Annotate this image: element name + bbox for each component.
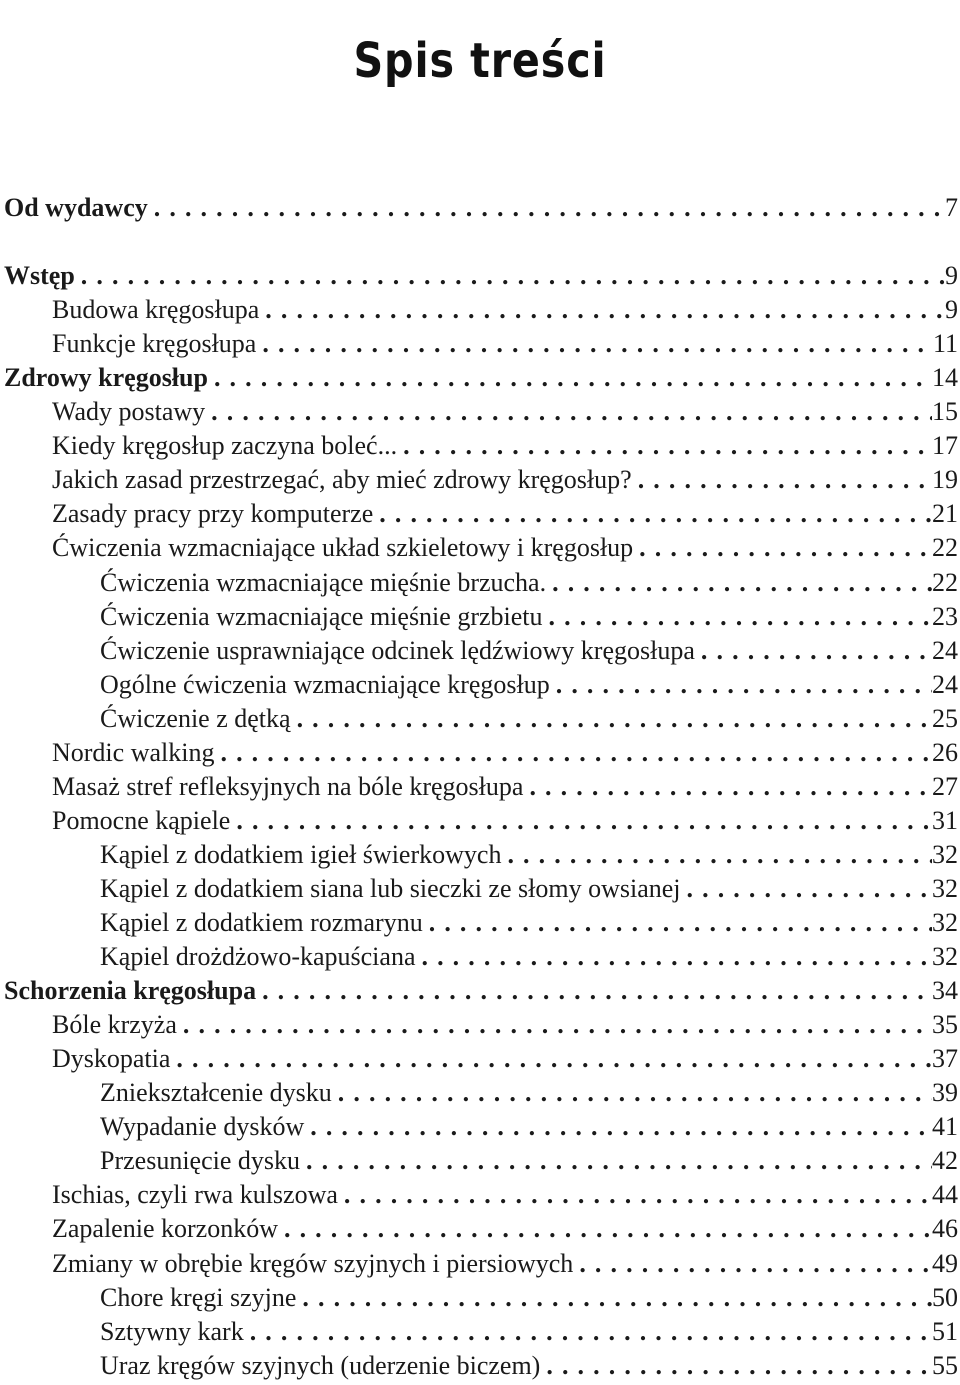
toc-entry[interactable] bbox=[0, 1349, 960, 1383]
toc-page-number: 14 bbox=[932, 363, 958, 393]
toc-entry-title: Jakich zasad przestrzegać, aby mieć zdrowy kręgosłup? bbox=[52, 465, 632, 495]
toc-entry[interactable] bbox=[0, 1247, 960, 1281]
toc-page-number: 46 bbox=[932, 1214, 958, 1244]
dot-leader bbox=[75, 259, 945, 293]
toc-entry-title: Kąpiel z dodatkiem siana lub sieczki ze słomy owsianej bbox=[100, 873, 681, 903]
toc-page-number: 15 bbox=[932, 397, 958, 427]
toc-entry[interactable] bbox=[0, 770, 960, 804]
dot-leader bbox=[291, 702, 932, 736]
toc-entry-title: Ćwiczenie z dętką bbox=[100, 703, 291, 733]
toc-entry[interactable] bbox=[0, 497, 960, 531]
dot-leader bbox=[296, 1281, 932, 1315]
toc-page-number: 49 bbox=[932, 1248, 958, 1278]
dot-leader bbox=[332, 1076, 932, 1110]
toc-page-number: 55 bbox=[932, 1350, 958, 1380]
toc-entry[interactable] bbox=[0, 1281, 960, 1315]
toc-entry[interactable] bbox=[0, 1144, 960, 1178]
toc-entry-title: Uraz kręgów szyjnych (uderzenie biczem) bbox=[100, 1350, 541, 1380]
dot-leader bbox=[230, 804, 932, 838]
toc-entry-title: Zapalenie korzonków bbox=[52, 1214, 278, 1244]
toc-entry[interactable] bbox=[0, 634, 960, 668]
toc-entry[interactable] bbox=[0, 1315, 960, 1349]
toc-entry-title: Bóle krzyża bbox=[52, 1010, 177, 1040]
dot-leader bbox=[415, 940, 932, 974]
toc-entry-title: Kąpiel drożdżowo-kapuściana bbox=[100, 942, 416, 972]
toc-page-number: 24 bbox=[932, 635, 958, 665]
toc-entry[interactable] bbox=[0, 940, 960, 974]
toc-page-number: 9 bbox=[945, 261, 958, 291]
dot-leader bbox=[300, 1144, 932, 1178]
toc-entry[interactable] bbox=[0, 259, 960, 293]
toc-page-number: 24 bbox=[932, 669, 958, 699]
dot-leader bbox=[397, 429, 932, 463]
dot-leader bbox=[208, 361, 932, 395]
toc-page-number: 32 bbox=[932, 839, 958, 869]
dot-leader bbox=[148, 191, 945, 225]
toc-entry-title: Wypadanie dysków bbox=[100, 1112, 305, 1142]
toc-entry-title: Zniekształcenie dysku bbox=[100, 1078, 332, 1108]
toc-entry[interactable] bbox=[0, 1076, 960, 1110]
toc-page-number: 17 bbox=[932, 431, 958, 461]
dot-leader bbox=[244, 1315, 932, 1349]
toc-entry[interactable] bbox=[0, 293, 960, 327]
toc-page-number: 9 bbox=[945, 295, 958, 325]
toc-entry-title: Kiedy kręgosłup zaczyna boleć... bbox=[52, 431, 398, 461]
toc-entry-title: Sztywny kark bbox=[100, 1316, 244, 1346]
toc-entry-title: Ogólne ćwiczenia wzmacniające kręgosłup bbox=[100, 669, 550, 699]
toc-page-number: 19 bbox=[932, 465, 958, 495]
toc-entry[interactable] bbox=[0, 974, 960, 1008]
toc-entry-title: Ćwiczenie usprawniające odcinek lędźwiowy kręgosłupa bbox=[100, 635, 695, 665]
toc-entry-title: Wady postawy bbox=[52, 397, 206, 427]
dot-leader bbox=[278, 1212, 932, 1246]
toc-entry-title: Ćwiczenia wzmacniające układ szkieletowy i kręgosłup bbox=[52, 533, 634, 563]
toc-entry-title: Przesunięcie dysku bbox=[100, 1146, 301, 1176]
toc-entry[interactable] bbox=[0, 531, 960, 565]
toc-entry[interactable] bbox=[0, 736, 960, 770]
toc-entry[interactable] bbox=[0, 1178, 960, 1212]
dot-leader bbox=[550, 668, 932, 702]
toc-entry[interactable] bbox=[0, 702, 960, 736]
toc-page-number: 41 bbox=[932, 1112, 958, 1142]
toc-page-number: 22 bbox=[932, 533, 958, 563]
toc-entry-title: Schorzenia kręgosłupa bbox=[4, 976, 257, 1006]
toc-page-number: 42 bbox=[932, 1146, 958, 1176]
toc-entry-title: Chore kręgi szyjne bbox=[100, 1282, 297, 1312]
toc-entry[interactable] bbox=[0, 668, 960, 702]
toc-entry[interactable] bbox=[0, 191, 960, 225]
dot-leader bbox=[681, 872, 933, 906]
toc-page-number: 32 bbox=[932, 908, 958, 937]
dot-leader bbox=[632, 463, 932, 497]
dot-leader bbox=[573, 1247, 932, 1281]
toc-entry-title: Ischias, czyli rwa kulszowa bbox=[52, 1180, 338, 1210]
toc-page-number: 32 bbox=[932, 873, 958, 903]
toc-entry[interactable] bbox=[0, 395, 960, 429]
toc-entry-title: Ćwiczenia wzmacniające mięśnie grzbietu bbox=[100, 601, 543, 631]
dot-leader bbox=[214, 736, 932, 770]
toc-entry[interactable] bbox=[0, 804, 960, 838]
toc-page-number: 22 bbox=[932, 567, 958, 597]
toc-page-number: 7 bbox=[945, 193, 958, 222]
toc-entry-title: Nordic walking bbox=[52, 737, 215, 767]
toc-entry[interactable] bbox=[0, 872, 960, 906]
toc-entry[interactable] bbox=[0, 361, 960, 395]
toc-page-number: 37 bbox=[932, 1044, 958, 1074]
toc-page-number: 32 bbox=[932, 942, 958, 972]
toc-page-number: 35 bbox=[932, 1010, 958, 1040]
dot-leader bbox=[546, 566, 932, 600]
toc-entry[interactable] bbox=[0, 906, 960, 940]
toc-entry[interactable] bbox=[0, 1212, 960, 1246]
toc-entry[interactable] bbox=[0, 838, 960, 872]
toc-entry-title: Dyskopatia bbox=[52, 1044, 171, 1074]
toc-page-number: 26 bbox=[932, 737, 958, 767]
dot-leader bbox=[256, 327, 933, 361]
toc-entry-title: Wstęp bbox=[4, 261, 75, 291]
toc-entry-title: Zdrowy kręgosłup bbox=[4, 363, 208, 393]
dot-leader bbox=[259, 293, 945, 327]
dot-leader bbox=[170, 1042, 932, 1076]
toc-entry[interactable] bbox=[0, 463, 960, 497]
toc-entry-title: Zmiany w obrębie kręgów szyjnych i piersiowych bbox=[52, 1248, 574, 1278]
dot-leader bbox=[304, 1110, 932, 1144]
toc-entry[interactable] bbox=[0, 429, 960, 463]
dot-leader bbox=[373, 497, 932, 531]
toc-entry-title: Pomocne kąpiele bbox=[52, 805, 231, 835]
toc-page-number: 25 bbox=[932, 703, 958, 733]
toc-page-number: 23 bbox=[932, 601, 958, 631]
toc-entry-title: Kąpiel z dodatkiem rozmarynu bbox=[100, 908, 423, 937]
toc-page-number: 27 bbox=[932, 771, 958, 801]
dot-leader bbox=[540, 1349, 932, 1383]
toc-entry[interactable] bbox=[0, 1042, 960, 1076]
toc-page-number: 34 bbox=[932, 976, 958, 1006]
toc-page-number: 21 bbox=[932, 499, 958, 529]
toc-entry[interactable] bbox=[0, 566, 960, 600]
toc-page-number: 11 bbox=[932, 329, 958, 359]
dot-leader bbox=[256, 974, 932, 1008]
dot-leader bbox=[523, 770, 932, 804]
toc-page-number: 44 bbox=[932, 1180, 958, 1210]
toc-entry[interactable] bbox=[0, 1110, 960, 1144]
dot-leader bbox=[177, 1008, 932, 1042]
toc-entry-title: Budowa kręgosłupa bbox=[52, 295, 260, 325]
toc-page-number: 50 bbox=[932, 1282, 958, 1312]
toc-entry-title: Masaż stref refleksyjnych na bóle kręgosłupa bbox=[52, 771, 524, 801]
toc-entry[interactable] bbox=[0, 327, 960, 361]
dot-leader bbox=[423, 906, 932, 940]
toc-entry-title: Zasady pracy przy komputerze bbox=[52, 499, 374, 529]
toc-page-number: 31 bbox=[932, 805, 958, 835]
dot-leader bbox=[695, 634, 932, 668]
dot-leader bbox=[543, 600, 932, 634]
toc-entry[interactable] bbox=[0, 1008, 960, 1042]
dot-leader bbox=[501, 838, 932, 872]
toc-page-number: 39 bbox=[932, 1078, 958, 1108]
toc-entry[interactable] bbox=[0, 600, 960, 634]
page-title: Spis treści bbox=[353, 33, 607, 90]
toc-entry-title: Kąpiel z dodatkiem igieł świerkowych bbox=[100, 839, 502, 869]
dot-leader bbox=[633, 531, 932, 565]
toc-entry-title: Ćwiczenia wzmacniające mięśnie brzucha. bbox=[100, 567, 547, 597]
dot-leader bbox=[338, 1178, 932, 1212]
dot-leader bbox=[205, 395, 932, 429]
toc-entry-title: Od wydawcy bbox=[4, 193, 148, 222]
toc-entry-title: Funkcje kręgosłupa bbox=[52, 329, 257, 359]
toc-page-number: 51 bbox=[932, 1316, 958, 1346]
